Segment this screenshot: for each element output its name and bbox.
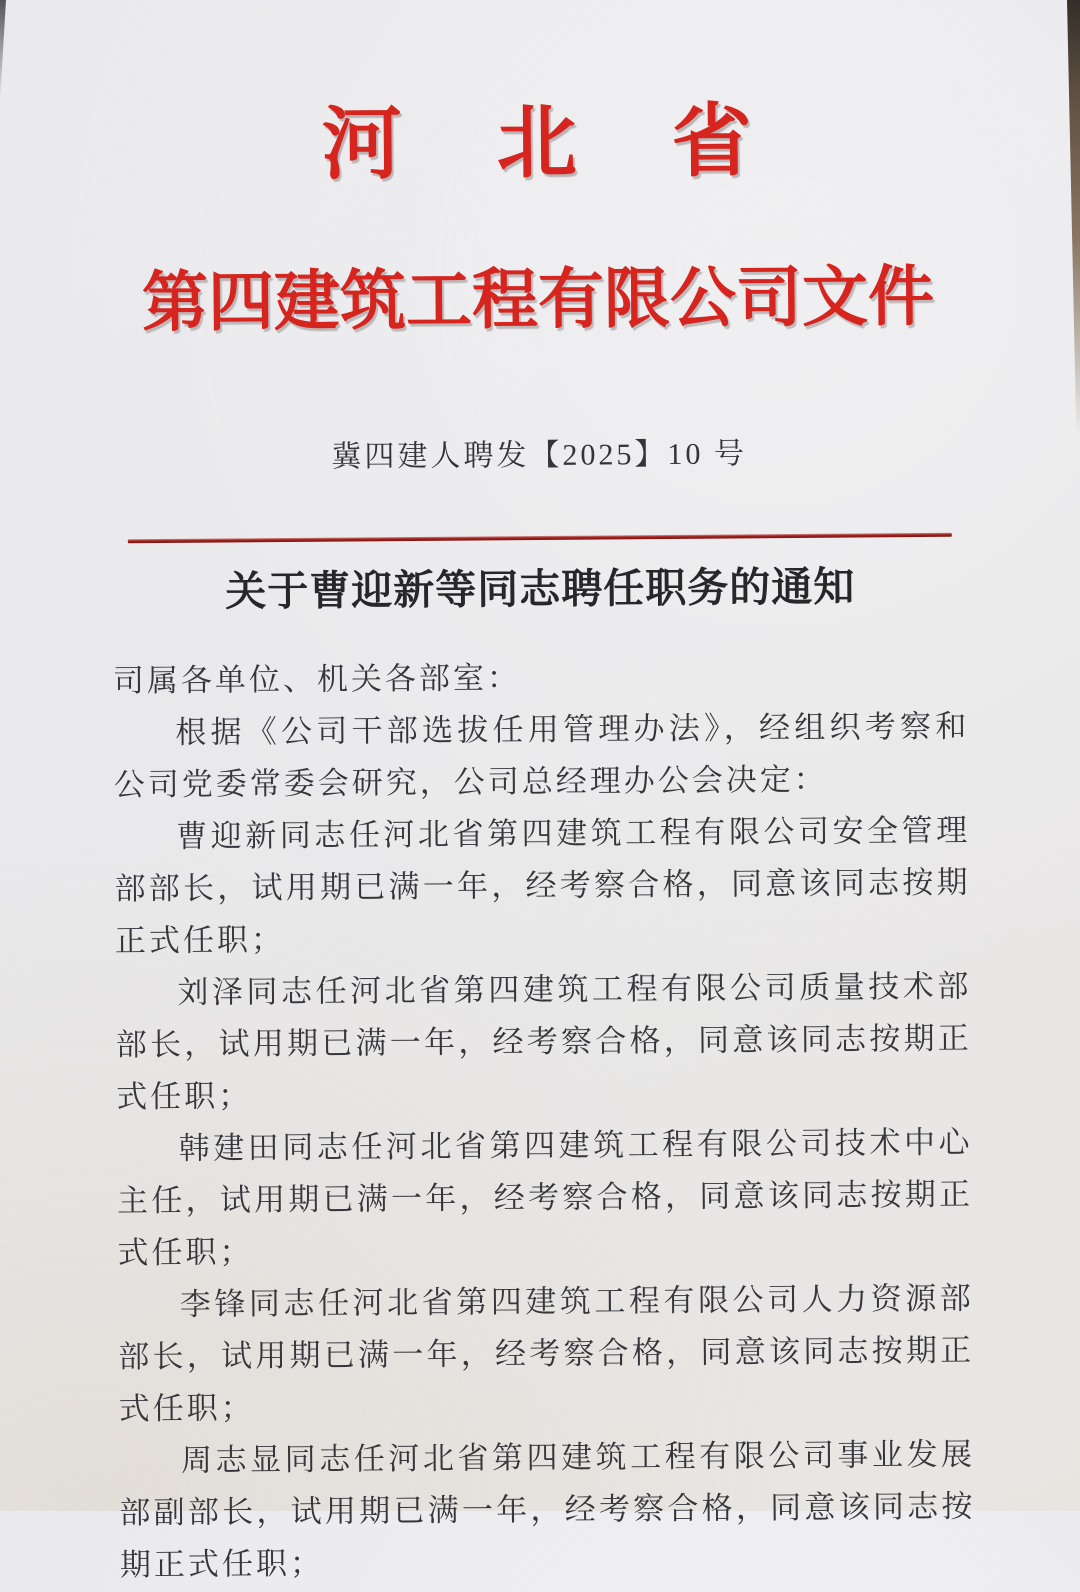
- body-paragraph: 曹迎新同志任河北省第四建筑工程有限公司安全管理部部长，试用期已满一年，经考察合格，同意该同志按期正式任职；: [114, 812, 971, 959]
- salutation-line: 司属各单位、机关各部室：: [112, 660, 522, 699]
- body-paragraph: 根据《公司干部选拔任用管理办法》，经组织考察和公司党委常委会研究，公司总经理办公会决定：: [113, 708, 970, 803]
- body-paragraph: 周志显同志任河北省第四建筑工程有限公司事业发展部副部长，试用期已满一年，经考察合格，同意该同志按期正式任职；: [119, 1436, 976, 1583]
- letterhead-org-name: 第四建筑工程有限公司文件: [141, 260, 935, 341]
- red-separator-rule: [128, 533, 952, 543]
- body-paragraph: 韩建田同志任河北省第四建筑工程有限公司技术中心主任，试用期已满一年，经考察合格，同意该同志按期正式任职；: [116, 1124, 974, 1271]
- letterhead-region: 河北省: [321, 97, 848, 190]
- document-body: [113, 649, 976, 1592]
- body-paragraph: 李锋同志任河北省第四建筑工程有限公司人力资源部部长，试用期已满一年，经考察合格，同意该同志按期正式任职；: [118, 1280, 975, 1427]
- document-title: 关于曹迎新等同志聘任职务的通知: [225, 563, 856, 615]
- body-paragraph: 刘泽同志任河北省第四建筑工程有限公司质量技术部部长，试用期已满一年，经考察合格，同意该同志按期正式任职；: [115, 968, 972, 1115]
- document-number: 冀四建人聘发【2025】10 号: [331, 437, 748, 474]
